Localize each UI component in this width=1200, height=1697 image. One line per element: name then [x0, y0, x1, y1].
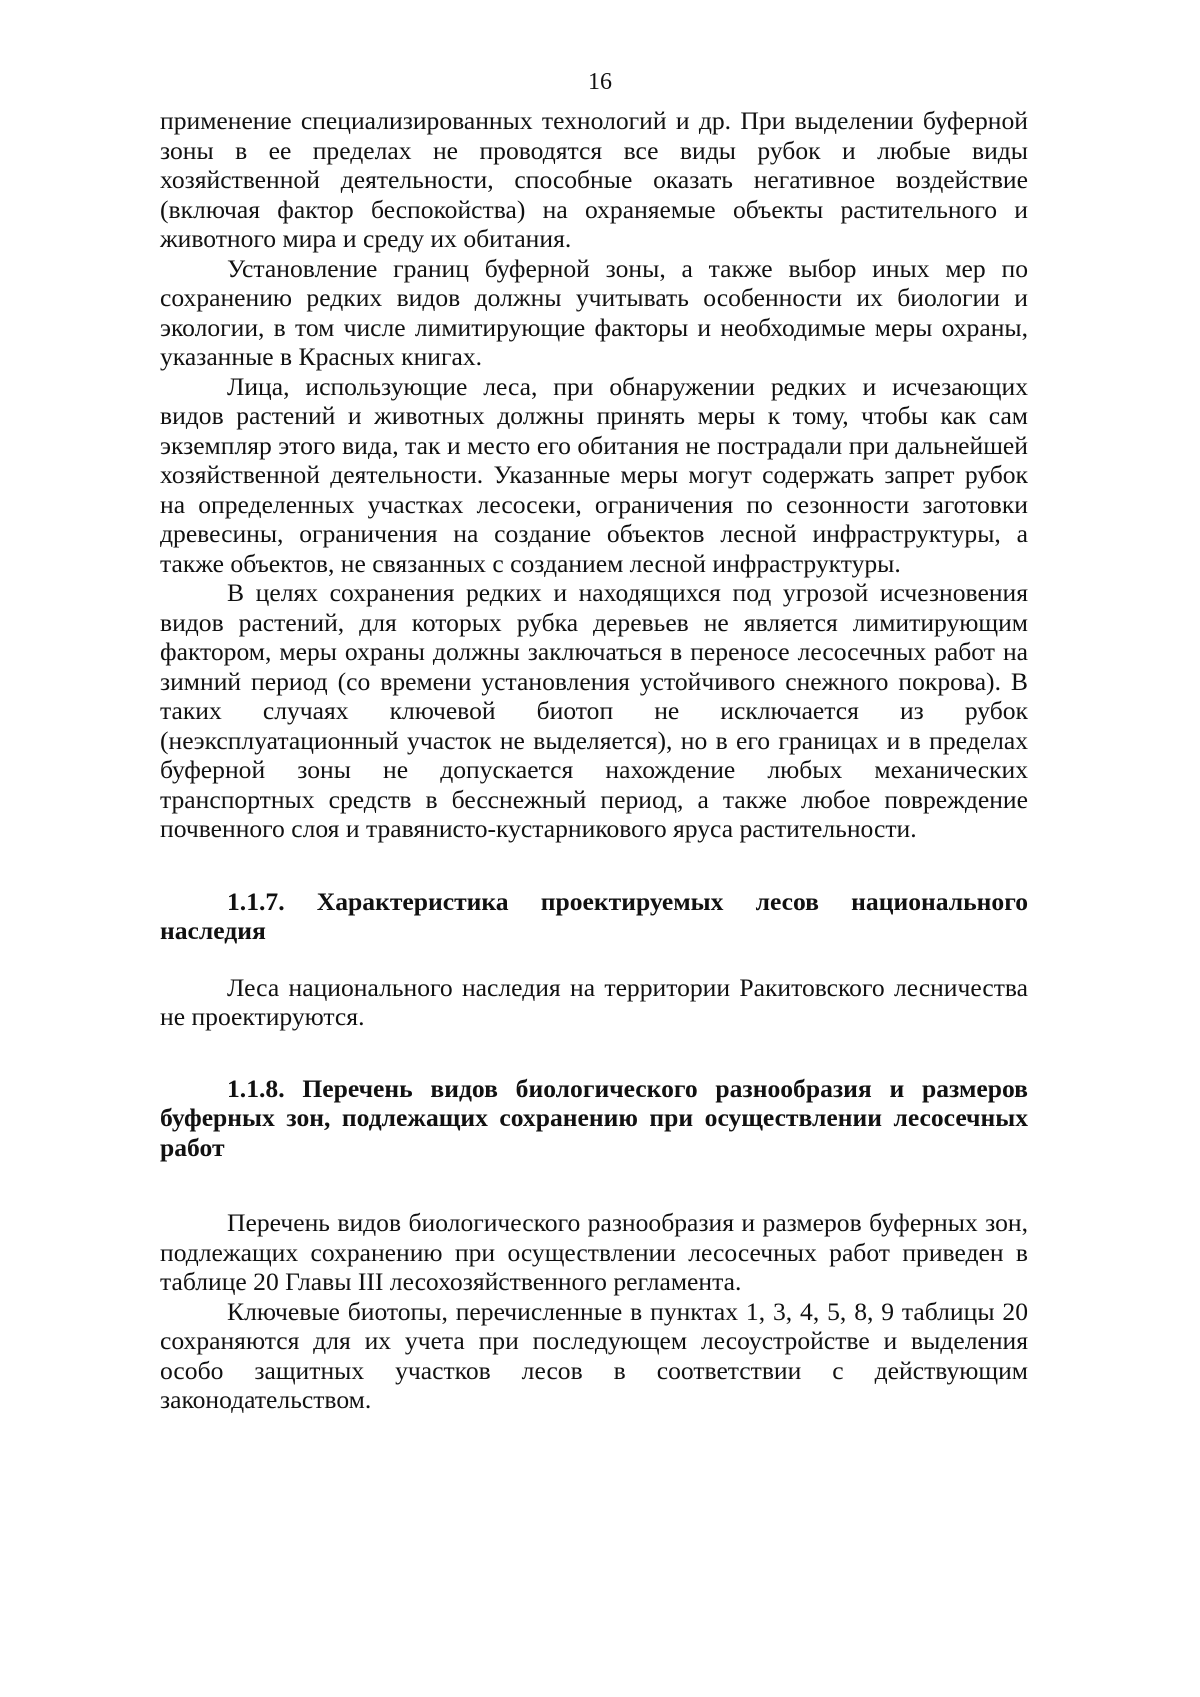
section-heading-1-1-8: 1.1.8. Перечень видов биологического разнообразия и размеров буферных зон, подлежащих сохранению при осуществлении лесосечных работ	[160, 1073, 1028, 1162]
paragraph-forest-users: Лица, использующие леса, при обнаружении редких и исчезающих видов растений и животных должны принять меры к тому, чтобы как сам экземпляр этого вида, так и место его обитания не пострадали при дальнейшей хозяйственной деятельности. Указанные меры могут содержать запрет рубок на определенных участках лесосеки, ограничения по сезонности заготовки древесины, ограничения на создание объектов лесной инфраструктуры, а также объектов, не связанных с созданием лесной инфраструктуры.	[160, 371, 1028, 578]
page-number: 16	[588, 69, 612, 95]
paragraph-buffer-zone-boundaries: Установление границ буферной зоны, а также выбор иных мер по сохранению редких видов должны учитывать особенности их биологии и экологии, в том числе лимитирующие факторы и необходимые меры охраны, указанные в Красных книгах.	[160, 253, 1028, 371]
paragraph-continuation: применение специализированных технологий и др. При выделении буферной зоны в ее пределах не проводятся все виды рубок и любые виды хозяйственной деятельности, способные оказать негативное воздействие (включая фактор беспокойства) на охраняемые объекты растительного и животного мира и среду их обитания.	[160, 106, 1028, 253]
page-content	[160, 106, 1028, 1415]
section-heading-1-1-7: 1.1.7. Характеристика проектируемых лесов национального наследия	[160, 886, 1028, 945]
paragraph-national-heritage-forests: Леса национального наследия на территории Ракитовского лесничества не проектируются.	[160, 972, 1028, 1031]
paragraph-key-biotopes: Ключевые биотопы, перечисленные в пунктах 1, 3, 4, 5, 8, 9 таблицы 20 сохраняются для их учета при последующем лесоустройстве и выделения особо защитных участков лесов в соответствии с действующим законодательством.	[160, 1296, 1028, 1414]
paragraph-biodiversity-list: Перечень видов биологического разнообразия и размеров буферных зон, подлежащих сохранению при осуществлении лесосечных работ приведен в таблице 20 Главы III лесохозяйственного регламента.	[160, 1208, 1028, 1296]
paragraph-rare-species-protection: В целях сохранения редких и находящихся под угрозой исчезновения видов растений, для которых рубка деревьев не является лимитирующим фактором, меры охраны должны заключаться в переносе лесосечных работ на зимний период (со времени установления устойчивого снежного покрова). В таких случаях ключевой биотоп не исключается из рубок (неэксплуатационный участок не выделяется), но в его границах и в пределах буферной зоны не допускается нахождение любых механических транспортных средств в бесснежный период, а также любое повреждение почвенного слоя и травянисто-кустарникового яруса растительности.	[160, 578, 1028, 843]
